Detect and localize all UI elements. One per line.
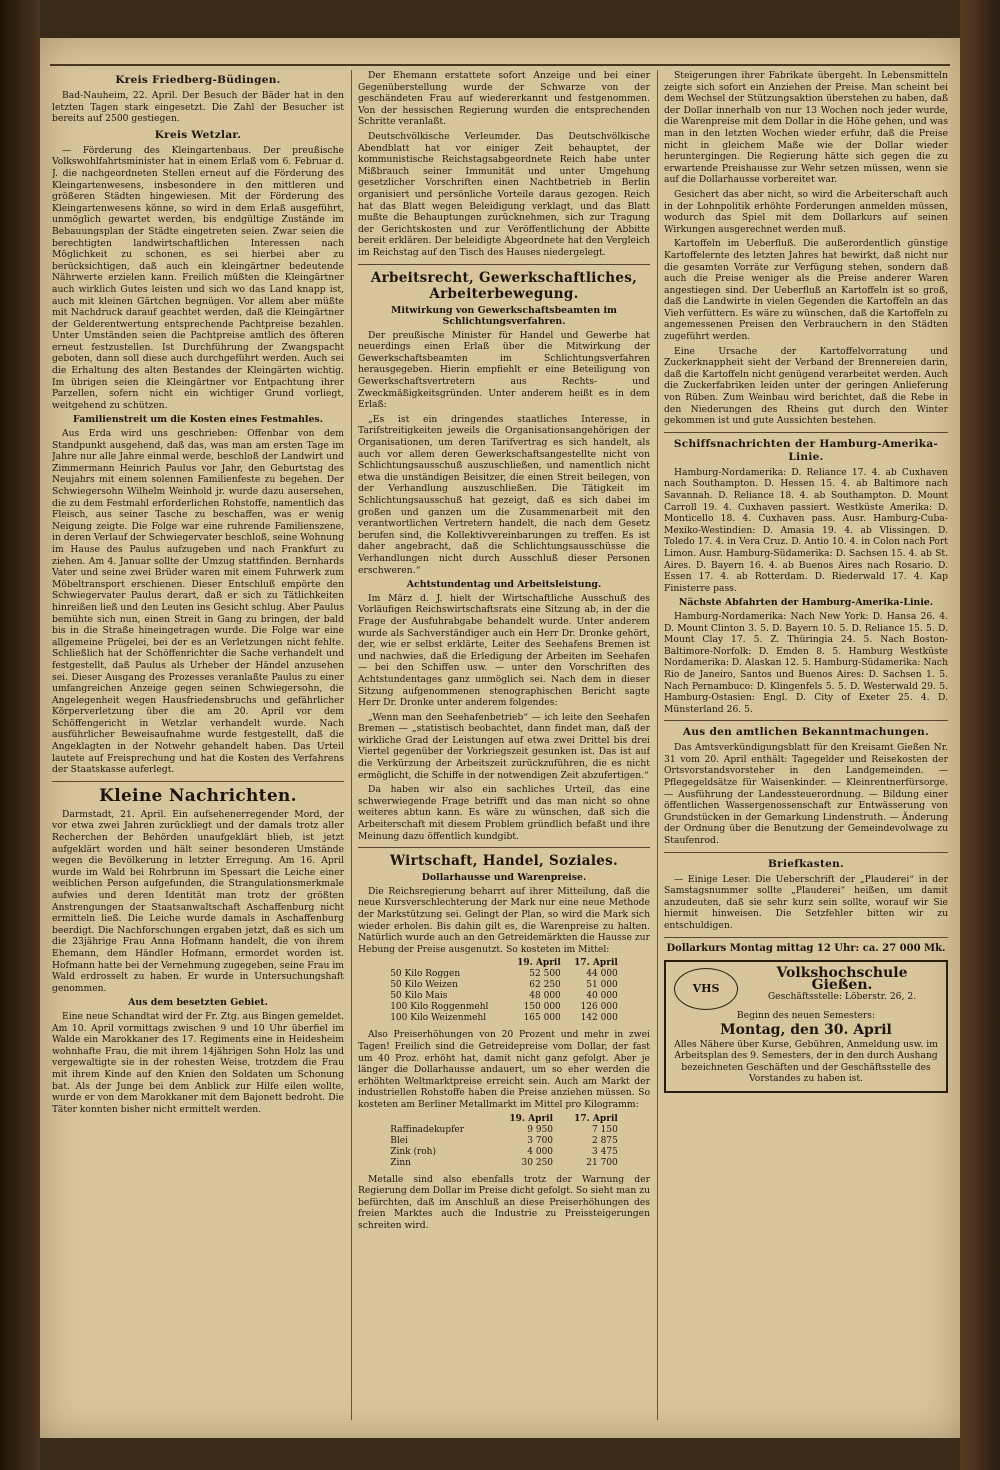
divider (664, 852, 948, 853)
table-cell: 126 000 (580, 1002, 618, 1013)
subheading-abfahrten: Nächste Abfahrten der Hamburg-Amerika-Linie. (678, 597, 934, 609)
table-cell: 3 700 (527, 1135, 554, 1146)
table-cell: 50 Kilo Roggen (390, 969, 461, 980)
column-rule-1 (351, 70, 352, 1420)
table-cell: 50 Kilo Mais (390, 991, 448, 1002)
table-header-row (387, 1114, 621, 1125)
top-rule (50, 64, 950, 66)
advertisement-volkshochschule (664, 960, 948, 1092)
article-achtstundentag: Im März d. J. hielt der Wirtschaftliche Ausschuß des Vorläufigen Reichswirtschaftsrats eine Sitzung ab, in der die Frage der Ausfuhrabgabe behandelt wurde. Unter anderem wurde als Sachverständiger auch ein Herr Dr. Dronke gehört, der, wie er selbst erklärte, Leiter des Seehafens Bremen ist und nachwies, daß die Erledigung der Arbeiten im Seehafen — bei den Schiffen usw. — unter den Vorschriften des Achtstundentages ganz unmöglich sei. Nach dem in dieser Sitzung aufgenommenen stenographischen Bericht sagte Herr Dr. Dronke unter anderem folgendes: (358, 592, 650, 709)
table-row (387, 969, 621, 980)
table-cell: Zinn (390, 1157, 411, 1168)
table-cell: 7 150 (592, 1124, 618, 1135)
column-rule-2 (657, 70, 658, 1420)
divider (664, 720, 948, 721)
ad-text: Alles Nähere über Kurse, Gebühren, Anmeldung usw. im Arbeitsplan des 9. Semesters, der in den durch Aushang bezeichneten Geschäften und der Geschäftsstelle des Vorstandes zu haben ist. (674, 1039, 938, 1085)
table-header (387, 958, 507, 969)
article-bingen: Eine neue Schandtat wird der Fr. Ztg. aus Bingen gemeldet. Am 10. April vormittags zwischen 9 und 10 Uhr überfiel im Walde ein Marokkaner des 17. Regiments eine in Heidesheim wohnhafte Frau, die mit ihrem 14jährigen Sohn Holz las und vergewaltigte sie in der rohesten Weise, trotzdem die Frau mit ihrem Kinde auf den Knien den Soldaten um Schonung bat. Als der Junge bei dem Anblick zur Hilfe eilen wollte, wurde er von dem Marokkaner mit dem Bajonett bedroht. Die Täter konnten bisher nicht ermittelt werden. (52, 1010, 344, 1115)
article-achtstundentag-end: Da haben wir also ein sachliches Urteil, das eine schwerwiegende Frage betrifft und das man nicht so ohne weiteres abtun kann. Es wäre zu wünschen, daß sich die Arbeiterschaft mit diesem Problem gründlich befaßt und ihre Meinung dazu öffentlich kundgibt. (358, 784, 650, 842)
column-2 (358, 70, 650, 1430)
table-header: 19. April (509, 1113, 554, 1124)
column-1 (52, 70, 344, 1430)
article-schlichtung: Der preußische Minister für Handel und Gewerbe hat neuerdings einen Erlaß über die Mitwirkung der Gewerkschaftsbeamten im Schlichtungsverfahren herausgegeben. Hierin empfiehlt er eine Beteiligung von Gewerkschaftsvertretern aus Rechts- und Zweckmäßigkeitsgründen. Unter anderem heißt es in dem Erlaß: (358, 329, 650, 411)
heading-schiffsnachrichten: Schiffsnachrichten der Hamburg-Amerika-Linie. (673, 437, 939, 463)
table-row (387, 1158, 621, 1169)
divider (664, 937, 948, 938)
table-cell: 48 000 (529, 991, 561, 1002)
subheading-dollarhausse: Dollarhausse und Warenpreise. (421, 872, 587, 884)
article-schiffsnachrichten: Hamburg-Nordamerika: D. Reliance 17. 4. ab Cuxhaven nach Southampton. D. Hessen 15. 4. ab Baltimore nach Savannah. D. Reliance 18. 4. ab Southampton. D. Mount Carroll 19. 4. Cuxhaven passiert. Westküste Amerika: D. Monticello 18. 4. Cuxhaven pass. Ausr. Hamburg-Cuba-Mexiko-Westindien: D. Amasia 19. 4. ab Vlissingen. D. Toledo 17. 4. in Vera Cruz. D. Antio 10. 4. in Colon nach Port Limon. Ausr. Hamburg-Südamerika: D. Sachsen 15. 4. ab St. Aires. D. Bayern 16. 4. ab Buenos Aires nach Rosario. D. Essen 17. 4. ab Rotterdam. D. Riederwald 17. 4. Kap Finisterre pass. (664, 466, 948, 594)
article-abfahrten: Hamburg-Nordamerika: Nach New York: D. Hansa 26. 4. D. Mount Clinton 3. 5. D. Bayern 10. 5. D. Reliance 15. 5. D. Mount Clay 17. 5. Z. Thüringia 24. 5. Nach Boston-Baltimore-Norfolk: D. Emden 8. 5. Hamburg Westküste Nordamerika: D. Alaskan 12. 5. Hamburg-Südamerika: Nach Rio de Janeiro, Santos und Buenos Aires: D. Sachsen 1. 5. Nach Pernambuco: D. Klingenfels 5. 5. D. Westerwald 29. 5. Hamburg-Ostasien: Engl. D. City of Exeter 25. 4. D. Münsterland 26. 5. (664, 610, 948, 715)
table-cell: Zink (roh) (390, 1146, 436, 1157)
article-verleumder: Deutschvölkische Verleumder. Das Deutschvölkische Abendblatt hat vor einiger Zeit behauptet, der kommunistische Reichstagsabgeordnete Reich habe unter Mißbrauch seiner Immunität und unter Umgehung gesetzlicher Vorschriften einen Nachtbetrieb in Berlin organisiert und persönliche Vorteile daraus gezogen. Reich hat das Blatt wegen Beleidigung verklagt, und das Blatt mußte die Behauptungen zurücknehmen, sich zur Tragung der Gerichtskosten und zur Veröffentlichung der Abbitte bereit erklären. Der beleidigte Abgeordnete hat den Vergleich im Reichstag auf den Tisch des Hauses niedergelegt. (358, 130, 650, 258)
divider (52, 781, 344, 782)
ad-office: Geschäftsstelle: Löberstr. 26, 2. (767, 991, 917, 1002)
table-row (387, 991, 621, 1002)
table-cell: 142 000 (580, 1013, 618, 1024)
table-header: 19. April (517, 958, 561, 969)
table-row (387, 1147, 621, 1158)
vhs-logo-icon: VHS (674, 968, 738, 1010)
newspaper-page (40, 38, 960, 1438)
table-cell: Blei (390, 1135, 408, 1146)
grain-price-table (387, 958, 621, 1024)
article-schlichtung-quote: „Es ist ein dringendes staatliches Interesse, in Tarifstreitigkeiten jeweils die Organisationsangehörigen der Organisationen, um deren Tarifvertrag es sich handelt, als auch vor allem deren Gewerkschaftsangestellte nicht von Schlichtungsausschuß auszuschließen, und namentlich nicht etwa die unständigen Beisitzer, die einen Streit beilegen, von der Verhandlung auszuschließen. Die Tätigkeit im Schlichtungsausschuß hat gezeigt, daß es sich dabei im großen und ganzen um die Zusammenarbeit mit den verantwortlichen Vertretern handelt, die nach dem Gesetz berufen sind, die Kollektivvereinbarungen zu treffen. Es ist daher angebracht, daß die Schlichtungsausschüsse die Verhandlungen nicht durch Ausschluß dieser Personen erschweren.“ (358, 413, 650, 576)
subheading-familienstreit: Familienstreit um die Kosten eines Festmahles. (73, 414, 323, 426)
table-row (387, 1002, 621, 1013)
table-cell: 62 250 (529, 980, 561, 991)
ad-title: Volkshochschule Gießen. (776, 965, 908, 993)
subheading-achtstundentag: Achtstundentag und Arbeitsleistung. (406, 579, 602, 591)
table-cell: 4 000 (527, 1146, 554, 1157)
table-cell: 30 250 (521, 1157, 554, 1168)
article-dollarhausse-2: Also Preiserhöhungen von 20 Prozent und mehr in zwei Tagen! Freilich sind die Getreidepreise vom Dollar, der fast um 40 Proz. erhöht hat, damit nicht ganz gefolgt. Aber je länger die Dollarhausse andauert, um so eher werden die erhöhten Weltmarktpreise erreicht sein. Auch am Markt der industriellen Rohstoffe haben die Preise anziehen müssen. So kosteten am Berliner Metallmarkt im Mittel pro Kilogramm: (358, 1029, 650, 1110)
subheading-schlichtung: Mitwirkung von Gewerkschaftsbeamten im Schlichtungsverfahren. (391, 304, 617, 328)
ad-date: Montag, den 30. April (720, 1021, 892, 1038)
table-cell: 100 Kilo Weizenmehl (390, 1013, 487, 1024)
article-lohnpolitik: Gesichert das aber nicht, so wird die Arbeiterschaft auch in der Lohnpolitik erhöhte Forderungen anmelden müssen, wodurch das Spiel mit dem Dollarkurs auf seinen Wirkungen ausgerechnet werden muß. (664, 188, 948, 235)
table-cell: 50 Kilo Weizen (390, 980, 458, 991)
article-familienstreit: Aus Erda wird uns geschrieben: Offenbar von dem Standpunkt ausgehend, daß das, was man am ersten Tage im Jahre nur alle Jahre einmal werde, beschloß der Landwirt und Zimmermann Heinrich Paulus vor Jahr, den Geburtstag des Neujahrs mit einem solennen Familienfeste zu begehen. Der Schwiegersohn Wilhelm Weinhold jr. wurde dazu ausersehen, die zu dem Festmahl erforderlichen Rohstoffe, namentlich das Fleisch, aus seiner Tasche zu beschaffen, was er wenig Neigung zeigte. Die Folge war eine ruhrende Familienszene, in deren Verlauf der Schwiegervater beschloß, seine Wohnung im Hause des Paulus aufzugeben und nach Frankfurt zu ziehen. Am 4. Januar sollte der Umzug stattfinden. Bernhards Vater und seine zwei Brüder waren mit einem Fuhrwerk zum Möbeltransport erschienen. Dieser Entschluß empörte den Schwiegervater Paulus derart, daß er sich zu Tätlichkeiten hinreißen ließ und den Leuten ins Gesicht schlug. Aber Paulus bemühte sich nun, einen Streit in Gang zu bringen, der bald bis in die Straße hineingetragen wurde. Die Folge war eine allgemeine Prügelei, bei der es an Verletzungen nicht fehlte. Schließlich hat der Schöffenrichter die Sache verhandelt und festgestellt, daß Paulus als Urheber der Händel anzusehen sei. Dieser Ausgang des Prozesses veranlaßte Paulus zu einer umfangreichen Anzeige gegen seinen Schwiegersohn, die Angelegenheit wegen Hausfriedensbruchs und gefährlicher Körperverletzung über die am 20. April vor dem Schöffengericht in Wetzlar verhandelt wurde. Nach ausführlicher Beweisaufnahme wurde festgestellt, daß die Angeklagten in der Notwehr gehandelt haben. Das Urteil lautete auf Freisprechung und hat die Kosten des Verfahrens der Staatskasse auferlegt. (52, 428, 344, 776)
ad-begin: Beginn des neuen Semesters: (736, 1010, 876, 1022)
article-darmstadt: Darmstadt, 21. April. Ein aufsehenerregender Mord, der vor etwa zwei Jahren zurückliegt und der damals trotz aller Recherchen der Behörden unaufgeklärt blieb, ist jetzt aufgeklärt worden und hält seiner besonderen Umstände wegen die Bevölkerung in letzter Erregung. Am 16. April wurde im Wald bei Rohrbrunn im Spessart die Leiche einer weiblichen Person aufgefunden, die Strangulationsmerkmale aufwies und deren Identität man trotz der größten Anstrengungen der Staatsanwaltschaft Aschaffenburg nicht ermitteln ließ. Die Leiche wurde damals in Aschaffenburg beerdigt. Die Nachforschungen ergaben jetzt, daß es sich um die 23jährige Frau Anna Hofmann handelt, die von ihrem Ehemann, dem Händler Hofmann, ermordet worden ist. Hofmann hatte bei der Vernehmung zugegeben, seine Frau im Wald erdrosselt zu haben. Er wurde in Untersuchungshaft genommen. (52, 808, 344, 994)
table-cell: 40 000 (586, 991, 618, 1002)
table-cell: 3 475 (592, 1146, 618, 1157)
table-row (387, 980, 621, 991)
table-cell: 51 000 (586, 980, 618, 991)
article-kartoffeln: Kartoffeln im Ueberfluß. Die außerordentlich günstige Kartoffelernte des letzten Jahres hat bewirkt, daß nicht nur die gesamten Vorräte zur Verfügung stehen, sondern daß auch die Preise weniger als die Preise anderer Waren angestiegen sind. Der Ueberfluß an Kartoffeln ist so groß, daß die Landwirte in vielen Gegenden die Kartoffeln an das Vieh verfüttern. Es wäre zu wünschen, daß die Kartoffeln zu angemessenen Preisen den Verbrauchern in den Städten zugeführt werden. (664, 238, 948, 343)
table-cell: 52 500 (529, 969, 561, 980)
heading-wirtschaft: Wirtschaft, Handel, Soziales. (389, 853, 619, 870)
article-kartoffelverwertung: Eine Ursache der Kartoffelvorratung und Zuckerknappheit sieht der Verband der Brennereien darin, daß die Kartoffeln nicht genügend verarbeitet werden. Auch die Zuckerfabriken leiden unter der geringen Anlieferung von Rüben. Zum Weinbau wird berichtet, daß die Rebe in den Niederungen des Rheins gut durch den Winter gekommen ist und gute Aussichten bestehen. (664, 345, 948, 427)
heading-bekanntmachungen: Aus den amtlichen Bekanntmachungen. (682, 726, 930, 739)
table-row (387, 1013, 621, 1024)
table-header (387, 1114, 491, 1125)
table-row (387, 1125, 621, 1136)
dollar-rate: Dollarkurs Montag mittag 12 Uhr: ca. 27 000 Mk. (666, 942, 946, 954)
article-dollarhausse: Die Reichsregierung beharrt auf ihrer Mitteilung, daß die neue Kursverschlechterung der Mark nur eine neue Methode der Markstützung sei. Gelingt der Plan, so wird die Mark sich wieder erholen. Bis dahin gilt es, die Warenpreise zu halten. Natürlich wurde auch an den Getreidemärkten die Hausse zur Hebung der Preise ausgenutzt. So kosteten im Mittel: (358, 885, 650, 955)
article-kleingartenbau: — Förderung des Kleingartenbaus. Der preußische Volkswohlfahrtsminister hat in einem Erlaß vom 6. Februar d. J. die nachgeordneten Stellen erneut auf die Förderung des Kleingartenwesens, insbesondere in den mittleren und größeren Städten hingewiesen. Mit der Förderung des Kleingartenwesens könne, so wird in dem Erlaß ausgeführt, unmöglich gewartet werden, bis endgültige Zustände im Bebauungsplan der Städte eingetreten seien. Zwar seien die berechtigten landwirtschaftlichen Interessen nach Möglichkeit zu schonen, es sei hierbei aber zu berücksichtigen, daß auch ein kleingärtner bedeutende Nährwerte erzielen kann. Freilich müßten die Kleingärtner auch wirklich Gutes leisten und sich wo das Land knapp ist, auch mit kleinen Gärtchen begnügen. Vor allem aber müßte mit Nachdruck darauf geachtet werden, daß die Kleingärtner der Gelderentwertung entsprechende Pachtpreise bezahlen. Unter Umständen seien die Pachtpreise amtlich des öfteren erneut festzustellen. Ist Durchführung der Zwangspacht geboten, dann soll diese auch durchgeführt werden. Auch sei die Erhaltung des alten Bestandes der Kleingärten wichtig. Im übrigen seien die Kleingärtner vor Entpachtung ihrer Parzellen, sofern nicht ein wichtiger Grund vorliegt, weitgehend zu schützen. (52, 144, 344, 411)
table-header: 17. April (574, 1113, 618, 1124)
column-3 (664, 70, 948, 1430)
table-cell: 2 875 (592, 1135, 618, 1146)
table-row (387, 1136, 621, 1147)
table-cell: 165 000 (523, 1013, 561, 1024)
divider (358, 264, 650, 265)
table-cell: 150 000 (523, 1002, 561, 1013)
heading-kreis-friedberg: Kreis Friedberg-Büdingen. (115, 74, 281, 86)
table-cell: 44 000 (586, 969, 618, 980)
subheading-besetztes-gebiet: Aus dem besetzten Gebiet. (128, 997, 268, 1009)
article-bekanntmachungen: Das Amtsverkündigungsblatt für den Kreisamt Gießen Nr. 31 vom 20. April enthält: Tagegelder und Reisekosten der Ortsvorstandsvorsteher in den Landgemeinden. — Pflegegeldsätze für Waisenkinder. — Kleinrentnerfürsorge. — Ausführung der Landessteuerordnung. — Bildung einer öffentlichen Wassergenossenschaft zur Entwässerung von Grundstücken in der Gemarkung Lindenstruth. — Änderung der Ordnung über die Benutzung der Gemeindevolwage zu Staufenrod. (664, 742, 948, 847)
table-header-row (387, 958, 621, 969)
table-cell: 21 700 (586, 1157, 618, 1168)
divider (358, 847, 650, 848)
article-achtstundentag-quote: „Wenn man den Seehafenbetrieb“ — ich leite den Seehafen Bremen — „statistisch beobachtet, dann findet man, daß der wirkliche Grad der Leistungen auf etwa zwei Drittel bis drei Viertel gegenüber der Vorkriegszeit gesunken ist. Das ist auf die Verkürzung der Arbeitszeit zurückzuführen, die es nicht ermöglicht, die Schiffe in der notwendigen Zeit abzufertigen.“ (358, 711, 650, 781)
book-binding-left (0, 0, 40, 1470)
metal-price-table (387, 1114, 621, 1169)
article-bad-nauheim: Bad-Nauheim, 22. April. Der Besuch der Bäder hat in den letzten Tagen stark eingesetzt. Die Zahl der Besucher ist bereits auf 2500 gestiegen. (52, 90, 344, 125)
divider (664, 432, 948, 433)
heading-kreis-wetzlar: Kreis Wetzlar. (154, 128, 242, 141)
article-dollarhausse-3: Metalle sind also ebenfalls trotz der Warnung der Regierung dem Dollar im Preise dicht gefolgt. So sieht man zu befürchten, daß im Anschluß an diese Preiserhöhungen des freien Marktes auch die Industrie zu Preissteigerungen schreiten wird. (358, 1173, 650, 1231)
article-ehemann: Der Ehemann erstattete sofort Anzeige und bei einer Gegenüberstellung wurde der Schwarze von der geschändeten Frau auf wiedererkannt und festgenommen. Von der hessischen Regierung wurden die entsprechenden Schritte veranlaßt. (358, 70, 650, 128)
table-cell: 100 Kilo Roggenmehl (390, 1002, 489, 1013)
table-header: 17. April (574, 958, 618, 969)
table-cell: 9 950 (527, 1124, 554, 1135)
heading-arbeitsrecht: Arbeitsrecht, Gewerkschaftliches, Arbeiterbewegung. (370, 269, 638, 302)
article-preise-cont: Steigerungen ihrer Fabrikate übergeht. In Lebensmitteln zeigte sich sofort ein Anziehen der Preise. Man scheint bei dem Wechsel der Stützungsaktion überstehen zu haben, daß der Dollar innerhalb von nur 13 Wochen noch jeder wurde, die Warenpreise mit dem Dollar in die Höhe gehen, und was man in den letzten Wochen wieder erfuhr, daß die Preise nicht in gleichem Maße wie der Dollar wieder heruntergingen. Die Regierung hätte sich gegen die zu erwartende Preishausse zur Wehr setzen müssen, wenn sie auf die Dollarhausse vorbereitet war. (664, 70, 948, 186)
article-briefkasten: — Einige Leser. Die Ueberschrift der „Plauderei“ in der Samstagsnummer sollte „Plauderei“ heißen, um damit anzudeuten, daß sie sehr kurz sein sollte, worauf wir Sie hiermit hinweisen. Die Setzfehler bitten wir zu entschuldigen. (664, 873, 948, 931)
book-binding-right (960, 0, 1000, 1470)
table-cell: Raffinadekupfer (390, 1124, 465, 1135)
heading-briefkasten: Briefkasten. (767, 857, 844, 870)
heading-kleine-nachrichten: Kleine Nachrichten. (99, 785, 297, 806)
